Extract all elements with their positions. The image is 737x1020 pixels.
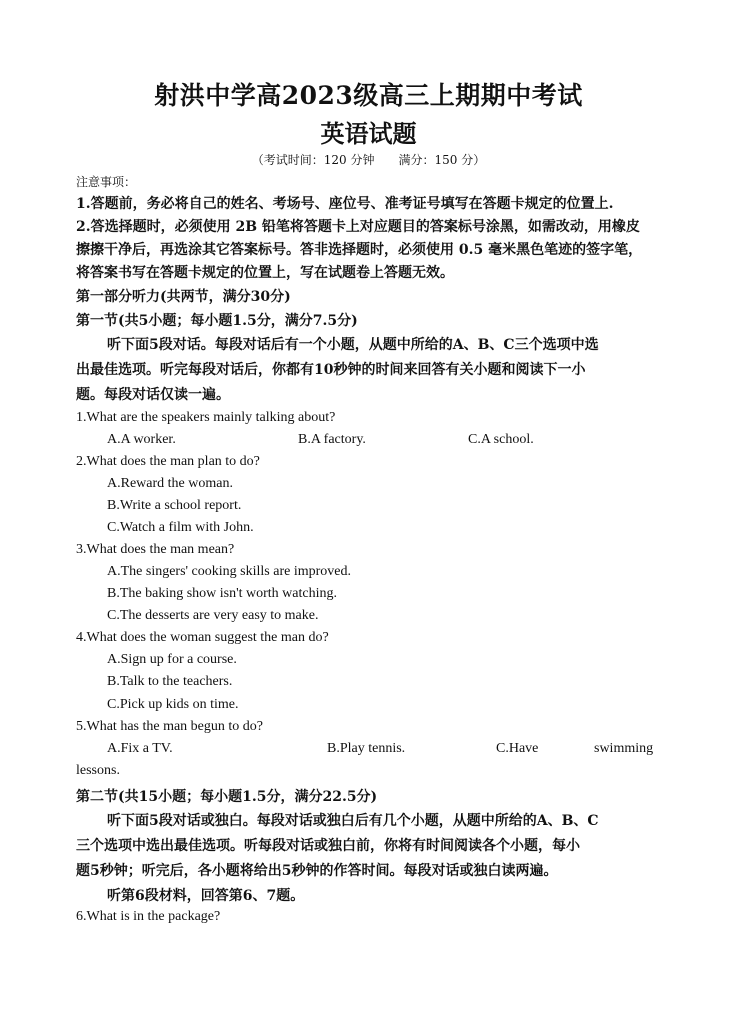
- question-1-option-a: A.A worker.: [107, 432, 176, 447]
- question-5-option-c: C.Have: [496, 741, 539, 756]
- section1-intro-line-2: 出最佳选项。听完每段对话后，你都有10秒钟的时间来回答有关小题和阅读下一小: [76, 362, 586, 378]
- question-5-option-c-continued: swimming: [594, 741, 654, 756]
- section1-intro-line-1: 听下面5段对话。每段对话后有一个小题，从题中所给的A、B、C三个选项中选: [107, 337, 599, 353]
- section1-intro-line-3: 题。每段对话仅读一遍。: [76, 387, 230, 403]
- question-4-stem: 4.What does the woman suggest the man do?: [76, 630, 329, 645]
- question-5-option-c-wrap: lessons.: [76, 763, 120, 778]
- question-1-stem: 1.What are the speakers mainly talking about?: [76, 410, 336, 425]
- question-4-option-c: C.Pick up kids on time.: [107, 697, 239, 712]
- question-3-option-b: B.The baking show isn't worth watching.: [107, 586, 337, 601]
- question-3-option-a: A.The singers' cooking skills are improved.: [107, 564, 351, 579]
- part1-heading: 第一部分听力(共两节，满分30分): [76, 289, 291, 305]
- question-5-option-a: A.Fix a TV.: [107, 741, 173, 756]
- exam-title: 射洪中学高2023级高三上期期中考试: [154, 81, 583, 110]
- exam-subject-title: 英语试题: [320, 119, 417, 148]
- question-2-option-b: B.Write a school report.: [107, 498, 242, 513]
- notes-item-2-line-3: 将答案书写在答题卡规定的位置上，写在试题卷上答题无效。: [76, 265, 454, 281]
- question-3-option-c: C.The desserts are very easy to make.: [107, 608, 319, 623]
- section2-intro-line-3: 题5秒钟；听完后，各小题将给出5秒钟的作答时间。每段对话或独白读两遍。: [76, 863, 558, 879]
- listening-material-6-instruction: 听第6段材料，回答第6、7题。: [107, 888, 305, 904]
- question-4-option-b: B.Talk to the teachers.: [107, 674, 233, 689]
- section2-intro-line-1: 听下面5段对话或独白。每段对话或独白后有几个小题，从题中所给的A、B、C: [107, 813, 599, 829]
- question-2-option-a: A.Reward the woman.: [107, 476, 233, 491]
- notes-item-2-line-1: 2.答选择题时，必须使用 2B 铅笔将答题卡上对应题目的答案标号涂黑，如需改动，用橡皮: [76, 219, 640, 235]
- section1-heading: 第一节(共5小题；每小题1.5分，满分7.5分): [76, 313, 358, 329]
- question-1-option-c: C.A school.: [468, 432, 534, 447]
- question-2-option-c: C.Watch a film with John.: [107, 520, 254, 535]
- section2-intro-line-2: 三个选项中选出最佳选项。听每段对话或独白前，你将有时间阅读各个小题，每小: [76, 838, 580, 854]
- question-3-stem: 3.What does the man mean?: [76, 542, 235, 557]
- question-5-option-b: B.Play tennis.: [327, 741, 406, 756]
- question-1-option-b: B.A factory.: [298, 432, 366, 447]
- notes-heading: 注意事项：: [76, 175, 137, 189]
- question-5-stem: 5.What has the man begun to do?: [76, 719, 264, 734]
- notes-item-1: 1.答题前，务必将自己的姓名、考场号、座位号、准考证号填写在答题卡规定的位置上.: [76, 196, 614, 212]
- question-6-stem: 6.What is in the package?: [76, 909, 221, 924]
- question-2-stem: 2.What does the man plan to do?: [76, 454, 260, 469]
- question-4-option-a: A.Sign up for a course.: [107, 652, 237, 667]
- notes-item-2-line-2: 擦擦干净后，再选涂其它答案标号。答非选择题时，必须使用 0.5 毫米黑色笔迹的签字笔，: [76, 242, 643, 258]
- exam-info: （考试时间：120 分钟 满分：150 分）: [251, 153, 486, 167]
- section2-heading: 第二节(共15小题；每小题1.5分，满分22.5分): [76, 789, 378, 805]
